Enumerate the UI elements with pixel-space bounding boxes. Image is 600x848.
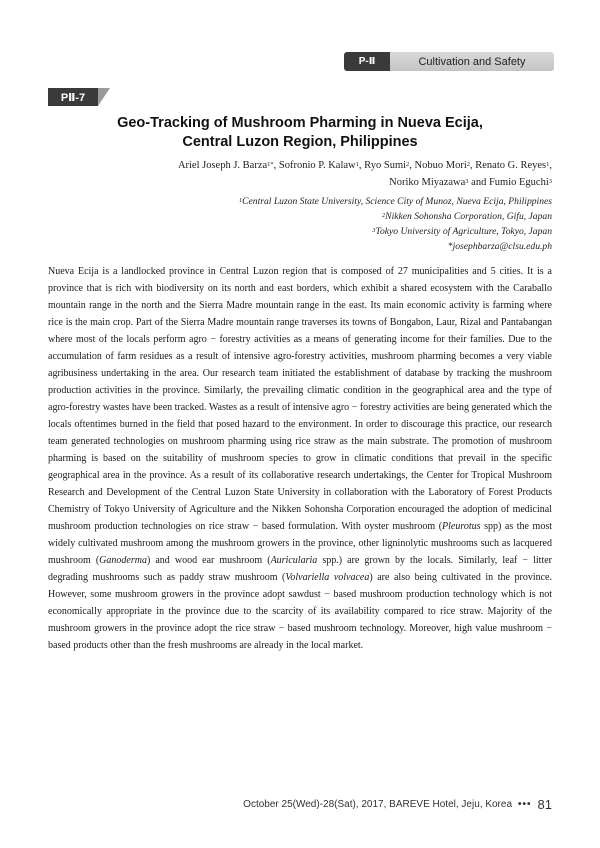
affiliation: [112, 194, 552, 209]
species-name: Auricularia: [270, 555, 318, 566]
species-name: Volvariella volvacea: [285, 572, 370, 583]
abstract-body: [48, 263, 552, 654]
page-footer: [243, 797, 552, 812]
affiliation-text: Central Luzon State University, Science City of Munoz, Nueva Ecija, Philippines: [242, 196, 552, 207]
affiliation-sup: 2: [381, 212, 386, 219]
author-sup: 2: [406, 161, 410, 168]
author: Fumio Eguchi: [488, 177, 549, 188]
affiliation-text: Nikken Sohonsha Corporation, Gifu, Japan: [385, 211, 552, 222]
paper-id-badge: [48, 88, 110, 106]
author: Nobuo Mori: [414, 160, 467, 171]
text-run: ) and wood ear mushroom (: [146, 555, 271, 566]
species-name: Ganoderma: [99, 555, 147, 566]
author: Noriko Miyazawa: [389, 177, 466, 188]
species-name: Pleurotus: [442, 521, 481, 532]
affiliation: [112, 224, 552, 239]
author-sup: 3: [548, 178, 552, 185]
page-number: 81: [537, 797, 552, 812]
text-run: spp.) are grown by the locals. Similarly, leaf − litter degrading mushrooms such as paddy straw mushroom (: [48, 555, 552, 583]
contact-email: *josephbarza@clsu.edu.ph: [447, 241, 552, 252]
affiliations: [112, 194, 552, 254]
title-line-1: Geo-Tracking of Mushroom Pharming in Nueva Ecija,: [117, 115, 483, 131]
conference-info: October 25(Wed)-28(Sat), 2017, BAREVE Hotel, Jeju, Korea: [243, 799, 513, 810]
text-run: ) are also being cultivated in the province. However, some mushroom growers in the province adopt sawdust − based mushroom production technology which is not economically appropriate in the province due to the scarcity of its availability compared to rice straw. Majority of the mushroom growers in the province adopt the rice straw − based mushroom technology. Moreover, high value mushroom − based products other than the fresh mushrooms are already in the local market.: [48, 572, 552, 651]
badge-slant-decoration: [98, 88, 110, 106]
author-sup: 1: [355, 161, 359, 168]
text-run: Nueva Ecija is a landlocked province in Central Luzon region that is composed of 27 municipalities and 5 cities. It is a province that is rich with biodiversity on its north and east borders, which exhibit a shared ecosystem with the Caraballo mountain range in the north and the Sierra Madre mountain range in the east. Its main economic activity is farming where rice is the main crop. Part of the Sierra Madre mountain range traverses its towns of Bongabon, Laur, Rizal and Pantabangan where most of the locals perform agro − forestry activities as a means of generating income for their families. Due to the accumulation of farm residues as a result of intensive agro-forestry activities, mushroom pharming becomes a very viable agribusiness undertaking in the area. Our research team initiated the establishment of database by tracking the mushroom production activities in the province. Similarly, the prevailing climatic condition in the geographical area and the type of agro-forestry wastes have been tracked. Wastes as a result of intensive agro − forestry activities are being generated which the locals oftentimes burned in the field that posed hazard to the environment. In order to discourage this practice, our research team generated technologies on mushroom pharming using rice straw as the main substrate. The promotion of mushroom pharming is based on the suitability of mushroom species to grow in climatic conditions that prevail in the specific geographical area in the province. As a result of its collaborative research undertakings, the Center for Tropical Mushroom Research and Development of the Central Luzon State University in collaboration with the Laboratory of Forest Products Chemistry of Tokyo University of Agriculture and the Nikken Sohonsha Corporation encouraged the adoption of medicinal mushroom production technologies on rice straw − based formulation. With oyster mushroom (: [48, 266, 552, 532]
footer-dots: •••: [518, 799, 532, 810]
authors-line-1: Ariel Joseph J. Barza$^{1*}$, Sofronio P. Kalaw$^1$, Ryo Sumi$^2$, Nobuo Mori$^2$, Renato G. Reyes$^1$,: [177, 160, 552, 171]
author: Sofronio P. Kalaw: [278, 160, 356, 171]
affiliation-sup: 3: [372, 227, 376, 234]
author-sup: 1: [546, 161, 550, 168]
affiliation-text: Tokyo University of Agriculture, Tokyo, Japan: [375, 226, 552, 237]
paper-title: [50, 114, 550, 152]
author-sup: 1*: [267, 161, 274, 168]
author-sup: 2: [466, 161, 470, 168]
author-list: [112, 157, 552, 191]
authors-line-2: Noriko Miyazawa$^3$ and Fumio Eguchi$^3$: [389, 177, 552, 188]
author: Ariel Joseph J. Barza: [177, 160, 268, 171]
section-header-tab: [344, 52, 554, 71]
author: Ryo Sumi: [364, 160, 407, 171]
abstract-paragraph: [48, 263, 552, 654]
affiliation-sup: 1: [238, 197, 243, 204]
author-sup: 3: [465, 178, 469, 185]
title-line-2: Central Luzon Region, Philippines: [182, 134, 418, 150]
affiliation: [112, 209, 552, 224]
section-title: Cultivation and Safety: [390, 52, 554, 71]
section-code: P-Ⅱ: [344, 52, 390, 71]
text-run: spp) as the most widely cultivated mushroom among the mushroom growers in the province, other ligninolytic mushrooms such as lacquered mushroom (: [48, 521, 553, 566]
author: Renato G. Reyes: [475, 160, 547, 171]
paper-id: PⅡ-7: [48, 88, 98, 106]
